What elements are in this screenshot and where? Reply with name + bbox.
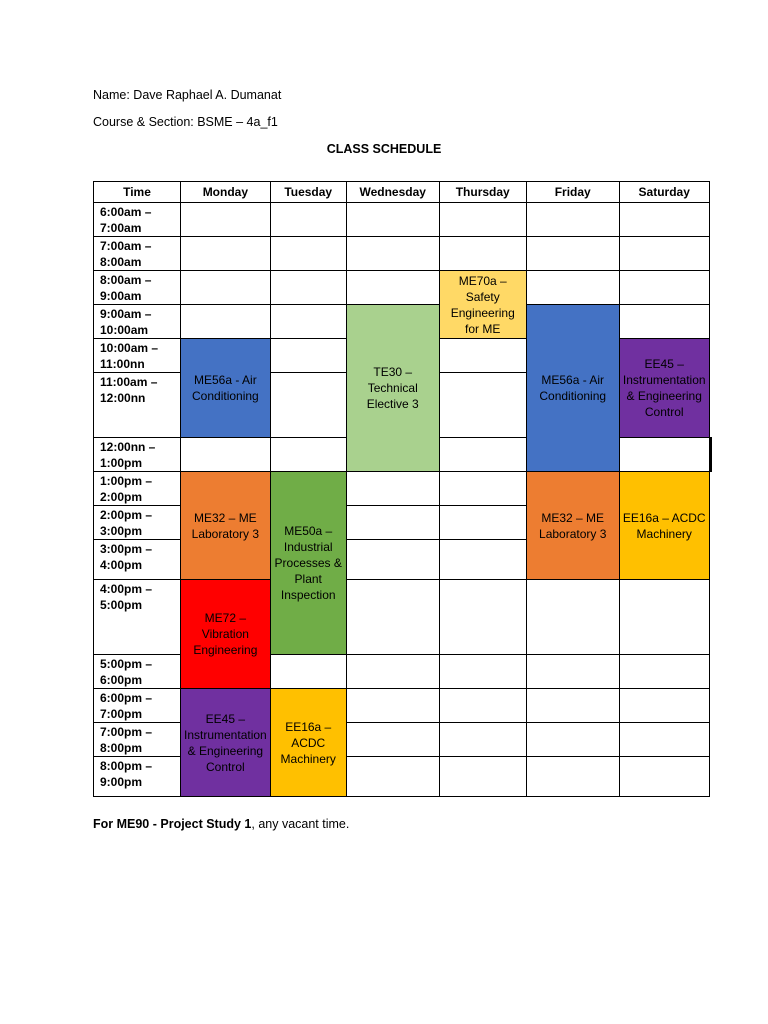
empty-cell [346,689,439,723]
empty-cell [526,655,619,689]
empty-cell [619,438,709,472]
class-block-me56a-monday: ME56a - Air Conditioning [181,339,271,438]
time-slot [94,540,181,580]
empty-cell [270,271,346,305]
class-block-me50a-tuesday: ME50a – Industrial Processes & Plant Inspection [270,472,346,655]
class-block-ee16a-tuesday: EE16a – ACDC Machinery [270,689,346,797]
time-slot [94,757,181,797]
time-end: 7:00am [100,221,142,235]
footer-note [93,817,349,831]
empty-cell [439,540,526,580]
time-start: 5:00pm – [100,657,153,671]
empty-cell [439,723,526,757]
class-block-me32-friday: ME32 – ME Laboratory 3 [526,472,619,580]
time-start: 3:00pm – [100,542,153,556]
empty-cell [710,438,711,472]
time-start: 7:00am – [100,239,152,253]
table-row [94,271,712,305]
column-header-monday: Monday [181,182,271,203]
empty-cell [181,438,271,472]
empty-cell [526,271,619,305]
time-end: 6:00pm [100,673,143,687]
empty-cell [619,271,709,305]
footer-note-bold: For ME90 - Project Study 1 [93,817,252,831]
time-start: 6:00am – [100,205,152,219]
time-end: 8:00am [100,255,142,269]
empty-cell [526,723,619,757]
footer-note-rest: , any vacant time. [251,817,350,831]
time-start: 4:00pm – [100,582,153,596]
empty-cell [526,757,619,797]
time-start: 8:00am – [100,273,152,287]
class-block-me72-monday: ME72 – Vibration Engineering [181,580,271,689]
table-row [94,305,712,339]
empty-cell [346,655,439,689]
time-slot [94,655,181,689]
empty-cell [619,723,709,757]
empty-cell [270,339,346,373]
time-start: 2:00pm – [100,508,153,522]
time-start: 8:00pm – [100,759,153,773]
empty-cell [270,305,346,339]
empty-cell [526,237,619,271]
column-header-saturday: Saturday [619,182,709,203]
empty-cell [619,757,709,797]
empty-cell [439,373,526,438]
empty-cell [346,271,439,305]
empty-cell [181,305,271,339]
empty-cell [270,237,346,271]
time-end: 9:00am [100,289,142,303]
time-slot [94,506,181,540]
empty-cell [619,305,709,339]
class-block-me56a-friday: ME56a - Air Conditioning [526,305,619,472]
time-end: 9:00pm [100,775,143,789]
empty-cell [346,757,439,797]
time-slot [94,723,181,757]
time-start: 11:00am – [100,375,158,389]
time-end: 3:00pm [100,524,143,538]
time-end: 11:00nn [100,357,145,371]
class-block-ee45-monday: EE45 – Instrumentation & Engineering Control [181,689,271,797]
empty-cell [439,506,526,540]
empty-cell [346,237,439,271]
time-slot [94,373,181,438]
time-slot [94,271,181,305]
time-end: 8:00pm [100,741,143,755]
empty-cell [346,723,439,757]
time-end: 12:00nn [100,391,146,405]
page-title: CLASS SCHEDULE [326,142,442,156]
empty-cell [346,580,439,655]
empty-cell [439,339,526,373]
time-slot [94,305,181,339]
time-start: 1:00pm – [100,474,153,488]
empty-cell [619,203,709,237]
empty-cell [619,580,709,655]
time-slot [94,472,181,506]
empty-cell [526,689,619,723]
time-end: 4:00pm [100,558,143,572]
time-slot [94,203,181,237]
time-slot [94,689,181,723]
time-start: 12:00nn – [100,440,156,454]
empty-cell [270,203,346,237]
column-header-thursday: Thursday [439,182,526,203]
class-block-me70a-thursday: ME70a – Safety Engineering for ME [439,271,526,339]
column-header-friday: Friday [526,182,619,203]
class-block-me32-monday: ME32 – ME Laboratory 3 [181,472,271,580]
column-header-wednesday: Wednesday [346,182,439,203]
empty-cell [619,689,709,723]
empty-cell [619,655,709,689]
class-schedule-table [93,181,712,797]
class-block-ee16a-saturday: EE16a – ACDC Machinery [619,472,709,580]
time-end: 5:00pm [100,598,143,612]
empty-cell [181,203,271,237]
time-end: 10:00am [100,323,149,337]
empty-cell [346,472,439,506]
table-row [94,237,712,271]
time-start: 7:00pm – [100,725,153,739]
table-row [94,580,712,655]
empty-cell [346,506,439,540]
time-start: 6:00pm – [100,691,153,705]
column-header-time: Time [94,182,181,203]
empty-cell [526,203,619,237]
time-start: 9:00am – [100,307,152,321]
class-block-ee45-saturday: EE45 – Instrumentation & Engineering Control [619,339,709,438]
time-start: 10:00am – [100,341,159,355]
column-header-tuesday: Tuesday [270,182,346,203]
table-row [94,689,712,723]
empty-cell [439,472,526,506]
empty-cell [439,438,526,472]
empty-cell [181,271,271,305]
time-end: 7:00pm [100,707,143,721]
table-row [94,472,712,506]
time-end: 2:00pm [100,490,143,504]
empty-cell [439,689,526,723]
header-row [94,182,712,203]
time-slot [94,237,181,271]
empty-cell [439,203,526,237]
empty-cell [619,237,709,271]
time-end: 1:00pm [100,456,143,470]
empty-cell [439,655,526,689]
empty-cell [439,580,526,655]
student-name: Name: Dave Raphael A. Dumanat [93,88,282,102]
time-slot [94,580,181,655]
time-slot [94,438,181,472]
empty-cell [270,438,346,472]
empty-cell [439,237,526,271]
empty-cell [346,540,439,580]
empty-cell [526,580,619,655]
course-section: Course & Section: BSME – 4a_f1 [93,115,278,129]
empty-cell [439,757,526,797]
empty-cell [181,237,271,271]
empty-cell [346,203,439,237]
table-row [94,203,712,237]
class-block-te30-wednesday: TE30 – Technical Elective 3 [346,305,439,472]
empty-cell [270,655,346,689]
time-slot [94,339,181,373]
empty-cell [270,373,346,438]
